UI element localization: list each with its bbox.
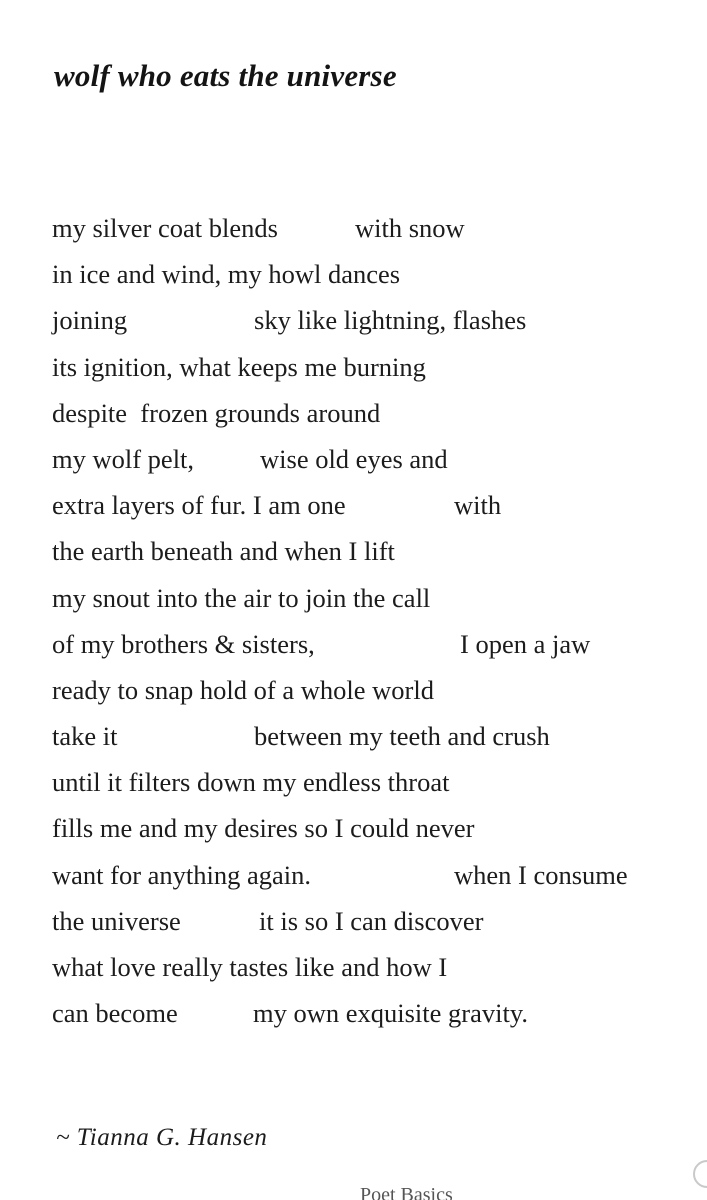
poem-line bbox=[52, 482, 692, 528]
poem-line bbox=[52, 898, 692, 944]
line-segment: until it filters down my endless throat bbox=[52, 767, 450, 798]
poem-line bbox=[52, 528, 692, 574]
poem-line bbox=[52, 667, 692, 713]
line-segment: in ice and wind, my howl dances bbox=[52, 259, 401, 290]
poem-line bbox=[52, 805, 692, 851]
line-segment: my wolf pelt, bbox=[52, 443, 195, 474]
line-segment: with bbox=[454, 490, 502, 521]
line-segment: its ignition, what keeps me burning bbox=[52, 351, 426, 382]
poem-line bbox=[52, 759, 692, 805]
line-segment: my own exquisite gravity. bbox=[253, 998, 529, 1029]
line-segment: fills me and my desires so I could never bbox=[52, 813, 475, 844]
line-segment: ready to snap hold of a whole world bbox=[52, 674, 434, 705]
line-segment: wise old eyes and bbox=[260, 443, 448, 474]
poem-line bbox=[52, 205, 692, 251]
line-segment: what love really tastes like and how I bbox=[52, 952, 448, 982]
line-segment: can become bbox=[52, 998, 178, 1029]
line-segment: it is so I can discover bbox=[259, 905, 484, 936]
poem-line bbox=[52, 852, 692, 898]
poem-line bbox=[52, 621, 692, 667]
line-segment: I open a jaw bbox=[460, 628, 591, 659]
corner-circle-icon bbox=[693, 1160, 707, 1188]
poem-line bbox=[52, 713, 692, 759]
line-segment: with snow bbox=[355, 213, 465, 243]
poem-line bbox=[52, 575, 692, 621]
poem-title: wolf who eats the universe bbox=[54, 58, 397, 93]
poem-line bbox=[52, 390, 692, 436]
author-attribution: ~ Tianna G. Hansen bbox=[56, 1124, 268, 1151]
poem-line bbox=[52, 436, 692, 482]
poem-line bbox=[52, 944, 692, 990]
poem-line bbox=[52, 344, 692, 390]
line-segment: extra layers of fur. I am one bbox=[52, 490, 346, 521]
line-segment: my snout into the air to join the call bbox=[52, 582, 431, 613]
line-segment: when I consume bbox=[454, 859, 628, 890]
line-segment: take it bbox=[52, 721, 118, 752]
poem-body bbox=[52, 205, 692, 1036]
line-segment: my silver coat blends bbox=[52, 213, 278, 243]
line-segment: the universe bbox=[52, 905, 181, 936]
poem-line bbox=[52, 990, 692, 1036]
line-segment: between my teeth and crush bbox=[254, 721, 550, 752]
line-segment: despite frozen grounds around bbox=[52, 397, 381, 428]
footer-cutoff-text: Poet Basics bbox=[360, 1184, 453, 1200]
poem-line bbox=[52, 297, 692, 343]
poem-line bbox=[52, 251, 692, 297]
line-segment: sky like lightning, flashes bbox=[254, 305, 527, 336]
line-segment: the earth beneath and when I lift bbox=[52, 536, 395, 567]
line-segment: joining bbox=[52, 305, 128, 336]
line-segment: of my brothers & sisters, bbox=[52, 628, 315, 659]
line-segment: want for anything again. bbox=[52, 859, 312, 890]
